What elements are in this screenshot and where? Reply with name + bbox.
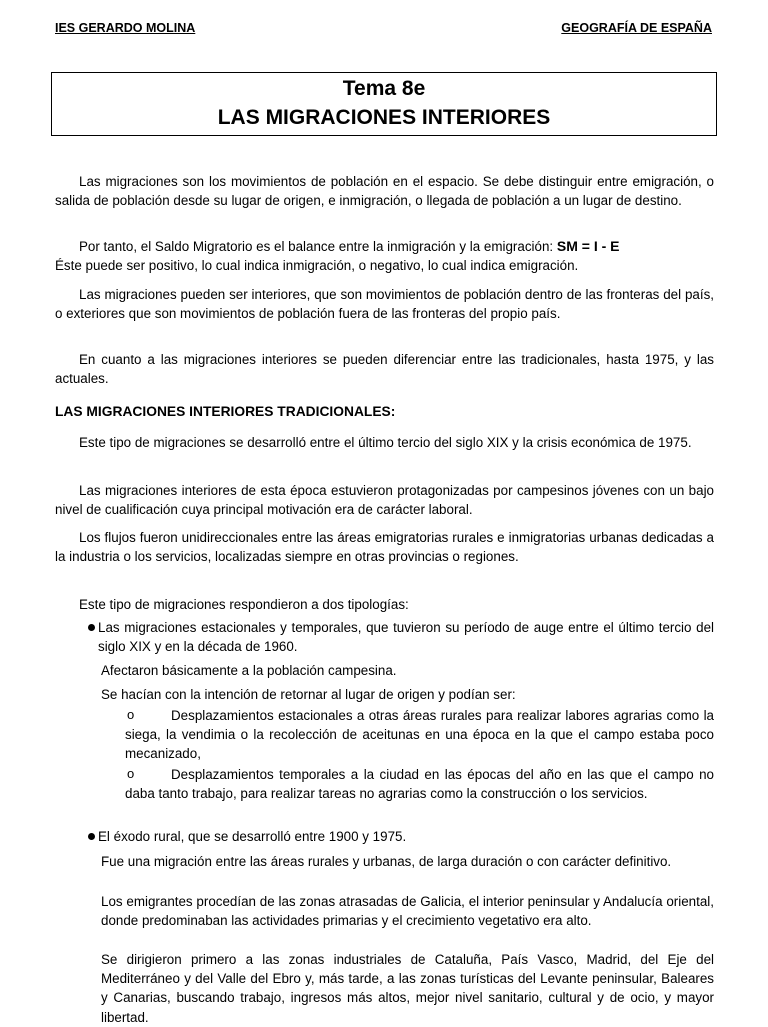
- circle-bullet-icon: o: [127, 766, 135, 781]
- title-box: [51, 72, 717, 136]
- paragraph-saldo: [55, 237, 714, 256]
- paragraph-saldo-text: Por tanto, el Saldo Migratorio es el balance entre la inmigración y la emigración:: [79, 239, 554, 254]
- header-subject: GEOGRAFÍA DE ESPAÑA: [561, 21, 712, 35]
- paragraph-interiores: En cuanto a las migraciones interiores se pueden diferenciar entre las tradicionales, hasta 1975, y las actuales.: [55, 352, 714, 387]
- paragraph-flows: Los flujos fueron unidireccionales entre las áreas emigratorias rurales e inmigratorias urbanas dedicadas a la industria o los servicios, localizadas siempre en otras provincias o regiones.: [55, 530, 714, 565]
- title-line-2: LAS MIGRACIONES INTERIORES: [217, 106, 551, 129]
- paragraph-saldo-2: Éste puede ser positivo, lo cual indica inmigración, o negativo, lo cual indica emigración.: [55, 258, 579, 273]
- title-line-1: Tema 8e: [342, 77, 426, 100]
- circle-bullet-icon: o: [127, 707, 135, 722]
- paragraph-period: Este tipo de migraciones se desarrolló entre el último tercio del siglo XIX y la crisis económica de 1975.: [79, 435, 692, 450]
- bullet-seasonal-detail-1: Afectaron básicamente a la población campesina.: [101, 663, 397, 678]
- sub-temporal: Desplazamientos temporales a la ciudad en las épocas del año en las que el campo no daba tanto trabajo, para realizar tareas no agrarias como la construcción o los servicios.: [125, 767, 714, 802]
- paragraph-protagonists: Las migraciones interiores de esta época estuvieron protagonizadas por campesinos jóvenes con un bajo nivel de cualificación cuya principal motivación era de carácter laboral.: [55, 483, 714, 518]
- sub-seasonal: Desplazamientos estacionales a otras áreas rurales para realizar labores agrarias como la siega, la vendimia o la recolección de aceitunas en una época en la que el campo estaba poco mecanizado,: [125, 708, 714, 762]
- paragraph-typologies: Este tipo de migraciones respondieron a dos tipologías:: [79, 597, 409, 612]
- bullet-exodus-detail-3: Se dirigieron primero a las zonas industriales de Cataluña, País Vasco, Madrid, del Eje del Mediterráneo y del Valle del Ebro y, más tarde, a las zonas turísticas del Levante peninsular, Baleares y Canarias, buscando trabajo, ingresos más altos, mejor nivel sanitario, cultural y de ocio, y mayor libertad.: [101, 952, 714, 1025]
- bullet-icon: [88, 833, 95, 840]
- bullet-seasonal-detail-2: Se hacían con la intención de retornar al lugar de origen y podían ser:: [101, 687, 516, 702]
- section-heading: LAS MIGRACIONES INTERIORES TRADICIONALES:: [55, 404, 396, 419]
- header-school: IES GERARDO MOLINA: [55, 21, 196, 35]
- saldo-formula: SM = I - E: [556, 238, 620, 254]
- bullet-exodus: El éxodo rural, que se desarrolló entre 1900 y 1975.: [98, 829, 407, 844]
- bullet-exodus-detail-2: Los emigrantes procedían de las zonas atrasadas de Galicia, el interior peninsular y Andalucía oriental, donde predominaban las actividades primarias y el crecimiento vegetativo era alto.: [101, 894, 714, 929]
- bullet-seasonal: Las migraciones estacionales y temporales, que tuvieron su período de auge entre el último tercio del siglo XIX y en la década de 1960.: [98, 620, 714, 655]
- paragraph-intro: Las migraciones son los movimientos de población en el espacio. Se debe distinguir entre emigración, o salida de población desde su lugar de origen, e inmigración, o llegada de población a un lugar de destino.: [55, 174, 714, 209]
- bullet-exodus-detail-1: Fue una migración entre las áreas rurales y urbanas, de larga duración o con carácter definitivo.: [101, 854, 672, 869]
- paragraph-types: Las migraciones pueden ser interiores, que son movimientos de población dentro de las fronteras del país, o exteriores que son movimientos de población fuera de las fronteras del propio país.: [55, 287, 714, 322]
- bullet-icon: [88, 624, 95, 631]
